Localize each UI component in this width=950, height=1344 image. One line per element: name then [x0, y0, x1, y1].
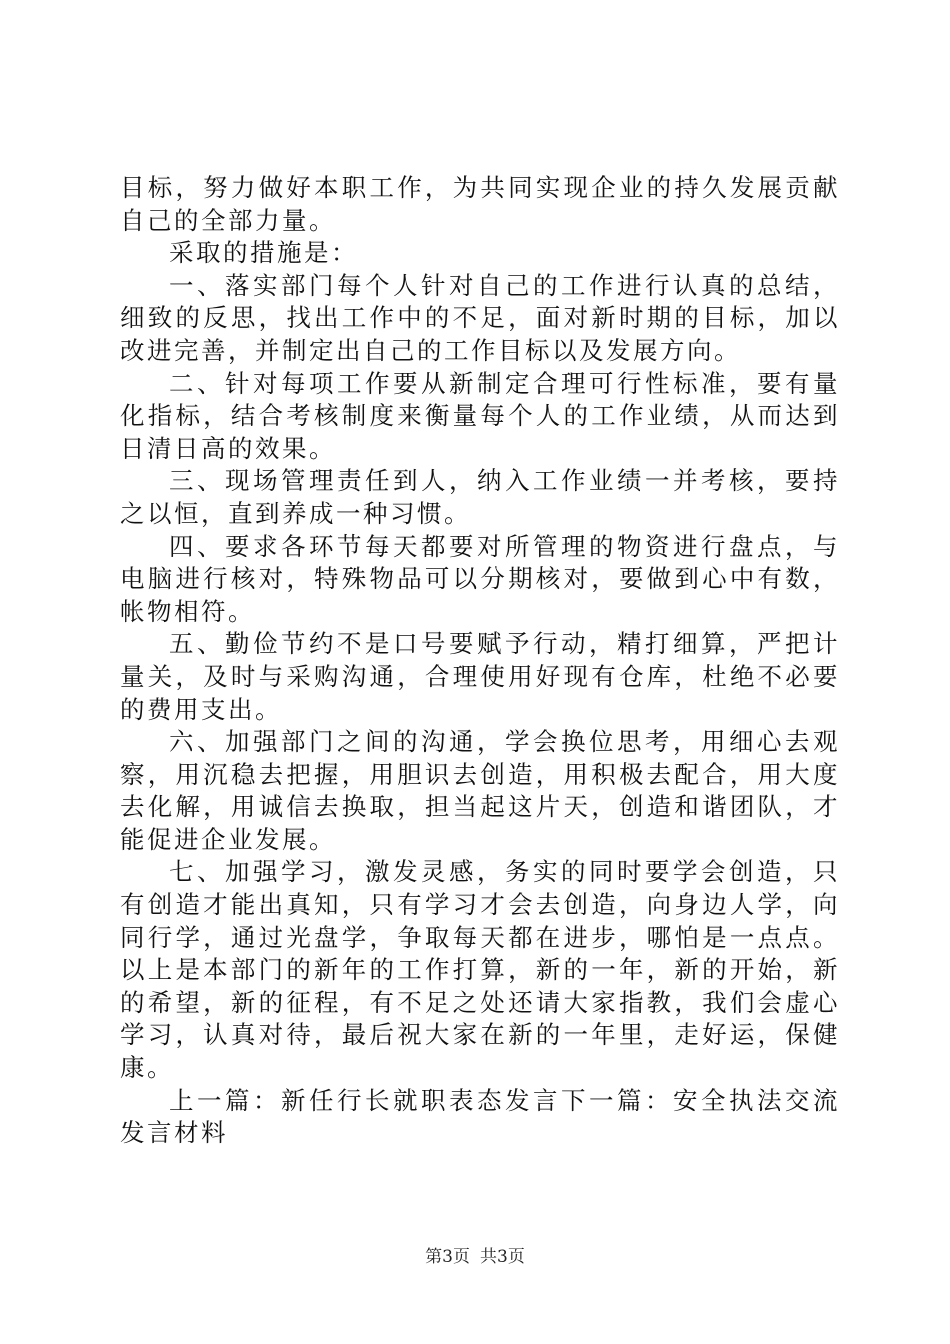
- document-body: [120, 172, 840, 1150]
- page-total: 共3页: [480, 1247, 525, 1267]
- paragraph-item-2: 二、针对每项工作要从新制定合理可行性标准，要有量化指标，结合考核制度来衡量每个人的工作业绩，从而达到日清日高的效果。: [120, 368, 840, 463]
- paragraph-continuation: 目标，努力做好本职工作，为共同实现企业的持久发展贡献自己的全部力量。: [120, 173, 840, 235]
- paragraph-item-5: 五、勤俭节约不是口号要赋予行动，精打细算，严把计量关，及时与采购沟通，合理使用好现有仓库，杜绝不必要的费用支出。: [120, 629, 840, 724]
- prev-next-navigation[interactable]: 上一篇：新任行长就职表态发言下一篇：安全执法交流发言材料: [120, 1085, 840, 1148]
- page-number: 第3页: [425, 1247, 470, 1267]
- paragraph-item-4: 四、要求各环节每天都要对所管理的物资进行盘点，与电脑进行核对，特殊物品可以分期核对，要做到心中有数，帐物相符。: [120, 531, 840, 626]
- page-footer: [0, 1242, 950, 1267]
- paragraph-item-7: 七、加强学习，激发灵感，务实的同时要学会创造，只有创造才能出真知，只有学习才会去创造，向身边人学，向同行学，通过光盘学，争取每天都在进步，哪怕是一点点。以上是本部门的新年的工作打算，新的一年，新的开始，新的希望，新的征程，有不足之处还请大家指教，我们会虚心学习，认真对待，最后祝大家在新的一年里，走好运，保健康。: [120, 857, 840, 1083]
- paragraph-item-6: 六、加强部门之间的沟通，学会换位思考，用细心去观察，用沉稳去把握，用胆识去创造，用积极去配合，用大度去化解，用诚信去换取，担当起这片天，创造和谐团队，才能促进企业发展。: [120, 727, 840, 854]
- paragraph-item-3: 三、现场管理责任到人，纳入工作业绩一并考核，要持之以恒，直到养成一种习惯。: [120, 466, 840, 528]
- paragraph-measures-intro: 采取的措施是：: [169, 238, 358, 268]
- paragraph-item-1: 一、落实部门每个人针对自己的工作进行认真的总结，细致的反思，找出工作中的不足，面对新时期的目标，加以改进完善，并制定出自己的工作目标以及发展方向。: [120, 270, 840, 365]
